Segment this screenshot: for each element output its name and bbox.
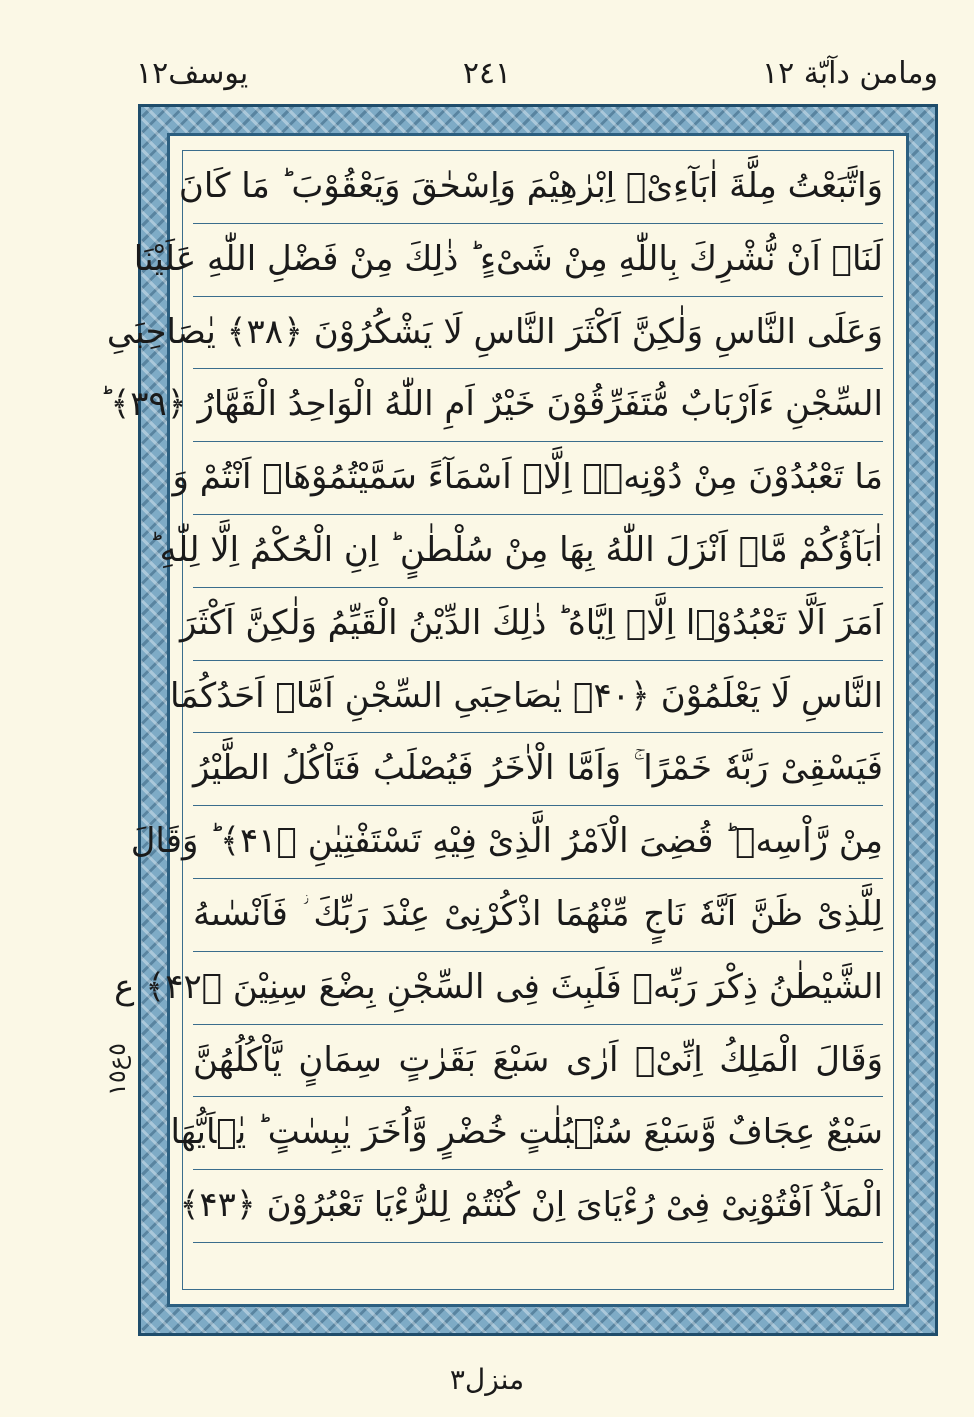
verse-line [193, 1243, 883, 1316]
verse-line: مَا تَعْبُدُوْنَ مِنْ دُوْنِهٖۤ اِلَّاۤ اَسْمَآءً سَمَّیْتُمُوْهَاۤ اَنْتُمْ وَ [193, 442, 883, 515]
verse-line: الشَّیْطٰنُ ذِكْرَ رَبِّهٖ فَلَبِثَ فِی السِّجْنِ بِضْعَ سِنِیْنَ ﴿۴۲﴾ ع [193, 952, 883, 1025]
verse-line: وَاتَّبَعْتُ مِلَّةَ اٰبَآءِیْۤ اِبْرٰهِیْمَ وَاِسْحٰقَ وَیَعْقُوْبَ ؕ مَا كَانَ [193, 151, 883, 224]
verse-line: اٰبَآؤُكُمْ مَّاۤ اَنْزَلَ اللّٰهُ بِهَا مِنْ سُلْطٰنٍ ؕ اِنِ الْحُكْمُ اِلَّا لِلّٰهِ ؕ [193, 515, 883, 588]
ruku-marker: ٥ع١٥ [103, 1043, 131, 1097]
page-number: ٢٤١ [462, 56, 512, 91]
verse-line: وَقَالَ الْمَلِكُ اِنِّیْۤ اَرٰى سَبْعَ بَقَرٰتٍ سِمَانٍ یَّاْكُلُهُنَّ [193, 1025, 883, 1098]
verse-line: النَّاسِ لَا یَعْلَمُوْنَ ﴿۴۰﴾ یٰصَاحِبَیِ السِّجْنِ اَمَّاۤ اَحَدُكُمَا [193, 661, 883, 734]
verse-line: فَیَسْقِیْ رَبَّهٗ خَمْرًا ۚ وَاَمَّا الْاٰخَرُ فَیُصْلَبُ فَتَاْكُلُ الطَّیْرُ [193, 733, 883, 806]
verse-line: لِلَّذِیْ ظَنَّ اَنَّهٗ نَاجٍ مِّنْهُمَا اذْكُرْنِیْ عِنْدَ رَبِّكَ ؗ فَاَنْسٰىهُ [193, 879, 883, 952]
verse-line: الْمَلَاُ اَفْتُوْنِیْ فِیْ رُءْیَایَ اِنْ كُنْتُمْ لِلرُّءْیَا تَعْبُرُوْنَ ﴿۴۳﴾ [193, 1170, 883, 1243]
juz-title: ومامن دآبّة ١٢ [761, 56, 938, 91]
verse-line: السِّجْنِ ءَاَرْبَابٌ مُّتَفَرِّقُوْنَ خَیْرٌ اَمِ اللّٰهُ الْوَاحِدُ الْقَهَّارُ ﴿۳۹﴾ ؕ [193, 369, 883, 442]
verse-line: سَبْعٌ عِجَافٌ وَّسَبْعَ سُنْۢبُلٰتٍ خُضْرٍ وَّاُخَرَ یٰبِسٰتٍ ؕ یٰۤاَیُّهَا [193, 1097, 883, 1170]
manzil-label: منزل٣ [449, 1363, 525, 1396]
verse-line: اَمَرَ اَلَّا تَعْبُدُوْۤا اِلَّاۤ اِیَّاهُ ؕ ذٰلِكَ الدِّیْنُ الْقَیِّمُ وَلٰكِنَّ اَكْثَرَ [193, 588, 883, 661]
surah-title: يوسف١٢ [136, 56, 249, 91]
verse-line: لَنَاۤ اَنْ نُّشْرِكَ بِاللّٰهِ مِنْ شَیْءٍ ؕ ذٰلِكَ مِنْ فَضْلِ اللّٰهِ عَلَیْنَا [193, 224, 883, 297]
verse-line: مِنْ رَّاْسِهٖ ؕ قُضِیَ الْاَمْرُ الَّذِیْ فِیْهِ تَسْتَفْتِیٰنِ ﴿۴۱﴾ ؕ وَقَالَ [193, 806, 883, 879]
page-header [0, 52, 974, 102]
verse-line: وَعَلَى النَّاسِ وَلٰكِنَّ اَكْثَرَ النَّاسِ لَا یَشْكُرُوْنَ ﴿۳۸﴾ یٰصَاحِبَیِ [193, 297, 883, 370]
